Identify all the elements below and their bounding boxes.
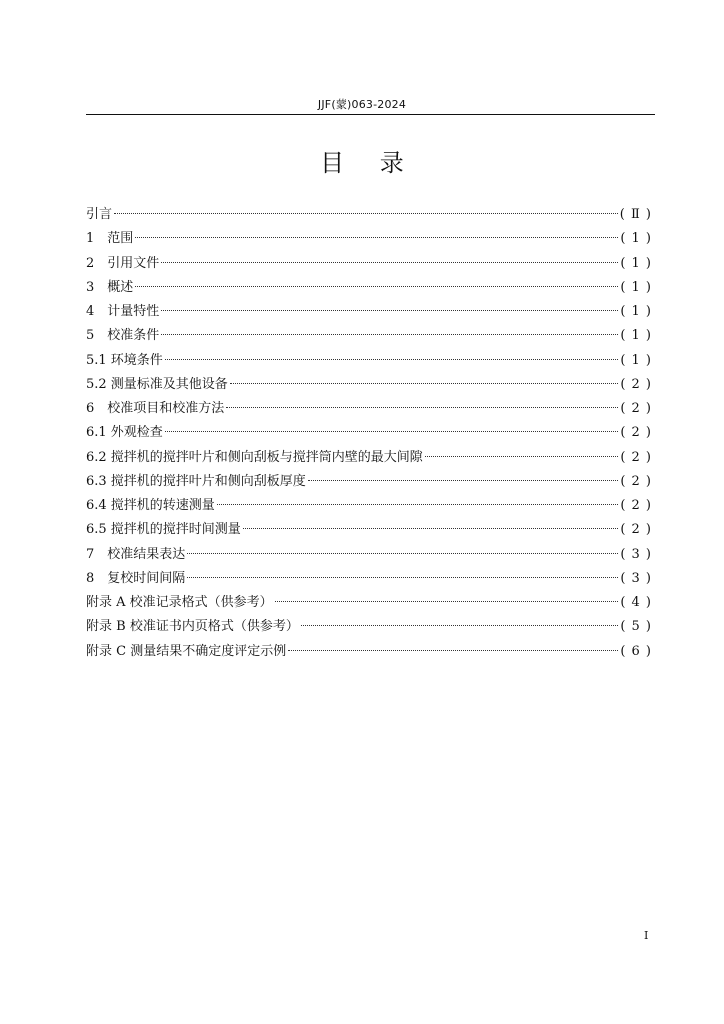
toc-entry[interactable]: [86, 227, 652, 251]
toc-entry-label: 附录 A 校准记录格式（供参考）: [86, 595, 273, 610]
toc-dot-leader: [308, 480, 619, 481]
toc-entry-page: ( 3 ): [620, 546, 652, 562]
toc-entry-page: ( 2 ): [620, 522, 652, 538]
toc-entry-label: 5.2 测量标准及其他设备: [86, 376, 228, 392]
toc-entry-page: ( 2 ): [620, 449, 652, 465]
toc-entry[interactable]: [86, 349, 652, 373]
toc-entry-label: 5 校准条件: [86, 328, 160, 344]
toc-entry-label: 6 校准项目和校准方法: [86, 401, 225, 416]
toc-entry-label: 2 引用文件: [86, 255, 160, 271]
toc-dot-leader: [230, 383, 619, 384]
toc-entry[interactable]: [86, 421, 652, 445]
toc-entry[interactable]: [86, 300, 652, 324]
toc-entry-page: ( 2 ): [620, 473, 652, 489]
toc-entry-page: ( 1 ): [620, 279, 652, 295]
toc-entry-label: 6.5 搅拌机的搅拌时间测量: [86, 522, 241, 538]
toc-dot-leader: [135, 286, 618, 287]
toc-dot-leader: [226, 407, 618, 408]
toc-entry[interactable]: [86, 252, 652, 276]
toc-entry[interactable]: [86, 324, 652, 348]
toc-entry[interactable]: [86, 591, 652, 615]
toc-entry[interactable]: [86, 470, 652, 494]
toc-entry[interactable]: [86, 276, 652, 300]
toc-entry-label: 附录 C 测量结果不确定度评定示例: [86, 643, 287, 659]
toc-dot-leader: [135, 237, 618, 238]
toc-entry-page: ( 1 ): [620, 231, 652, 247]
toc-entry[interactable]: [86, 615, 652, 639]
toc-entry-page: ( Ⅱ ): [619, 207, 652, 222]
toc-entry[interactable]: [86, 640, 652, 664]
toc-dot-leader: [187, 577, 618, 578]
toc-entry-label: 6.2 搅拌机的搅拌叶片和侧向刮板与搅拌筒内壁的最大间隙: [86, 449, 423, 465]
toc-entry[interactable]: [86, 494, 652, 518]
page-number: I: [644, 929, 649, 942]
toc-entry-page: ( 5 ): [620, 619, 652, 635]
toc-dot-leader: [187, 553, 618, 554]
toc-dot-leader: [217, 504, 619, 505]
toc-entry-label: 1 范围: [86, 231, 134, 247]
toc-dot-leader: [161, 310, 618, 311]
toc-dot-leader: [243, 528, 619, 529]
toc-entry-page: ( 1 ): [620, 328, 652, 344]
toc-entry[interactable]: [86, 446, 652, 470]
toc-entry-label: 6.4 搅拌机的转速测量: [86, 498, 215, 513]
toc-entry-label: 4 计量特性: [86, 304, 160, 319]
toc-dot-leader: [275, 601, 619, 602]
toc-entry-label: 6.1 外观检查: [86, 425, 163, 441]
toc-entry-page: ( 1 ): [620, 304, 652, 319]
toc-entry[interactable]: [86, 567, 652, 591]
toc-entry-page: ( 1 ): [620, 352, 652, 368]
toc-entry[interactable]: [86, 518, 652, 542]
toc-dot-leader: [425, 456, 619, 457]
toc-entry-label: 5.1 环境条件: [86, 352, 163, 368]
toc-dot-leader: [165, 359, 619, 360]
toc-entry-page: ( 3 ): [620, 570, 652, 586]
toc-dot-leader: [165, 431, 619, 432]
toc-entry[interactable]: [86, 543, 652, 567]
toc-entry-page: ( 2 ): [620, 498, 652, 513]
toc-entry[interactable]: [86, 397, 652, 421]
toc-entry-page: ( 2 ): [620, 425, 652, 441]
toc-dot-leader: [114, 213, 618, 214]
toc-list: [86, 203, 652, 664]
toc-entry-label: 附录 B 校准证书内页格式（供参考）: [86, 619, 299, 635]
toc-dot-leader: [288, 650, 618, 651]
toc-entry[interactable]: [86, 203, 652, 227]
toc-entry-label: 引言: [86, 207, 113, 222]
toc-entry-page: ( 1 ): [620, 255, 652, 271]
toc-entry-page: ( 2 ): [620, 401, 652, 416]
toc-entry-label: 3 概述: [86, 279, 134, 295]
toc-entry-label: 6.3 搅拌机的搅拌叶片和侧向刮板厚度: [86, 473, 306, 489]
toc-dot-leader: [161, 334, 618, 335]
standard-code: JJF(蒙)063-2024: [317, 98, 407, 111]
toc-entry-page: ( 6 ): [620, 643, 652, 659]
header-divider: [86, 114, 655, 115]
toc-entry-label: 7 校准结果表达: [86, 546, 186, 562]
toc-dot-leader: [301, 625, 618, 626]
toc-entry-page: ( 4 ): [620, 595, 652, 610]
toc-dot-leader: [161, 262, 618, 263]
toc-entry-page: ( 2 ): [620, 376, 652, 392]
toc-title: 目 录: [320, 149, 418, 177]
toc-entry-label: 8 复校时间间隔: [86, 570, 186, 586]
toc-entry[interactable]: [86, 373, 652, 397]
